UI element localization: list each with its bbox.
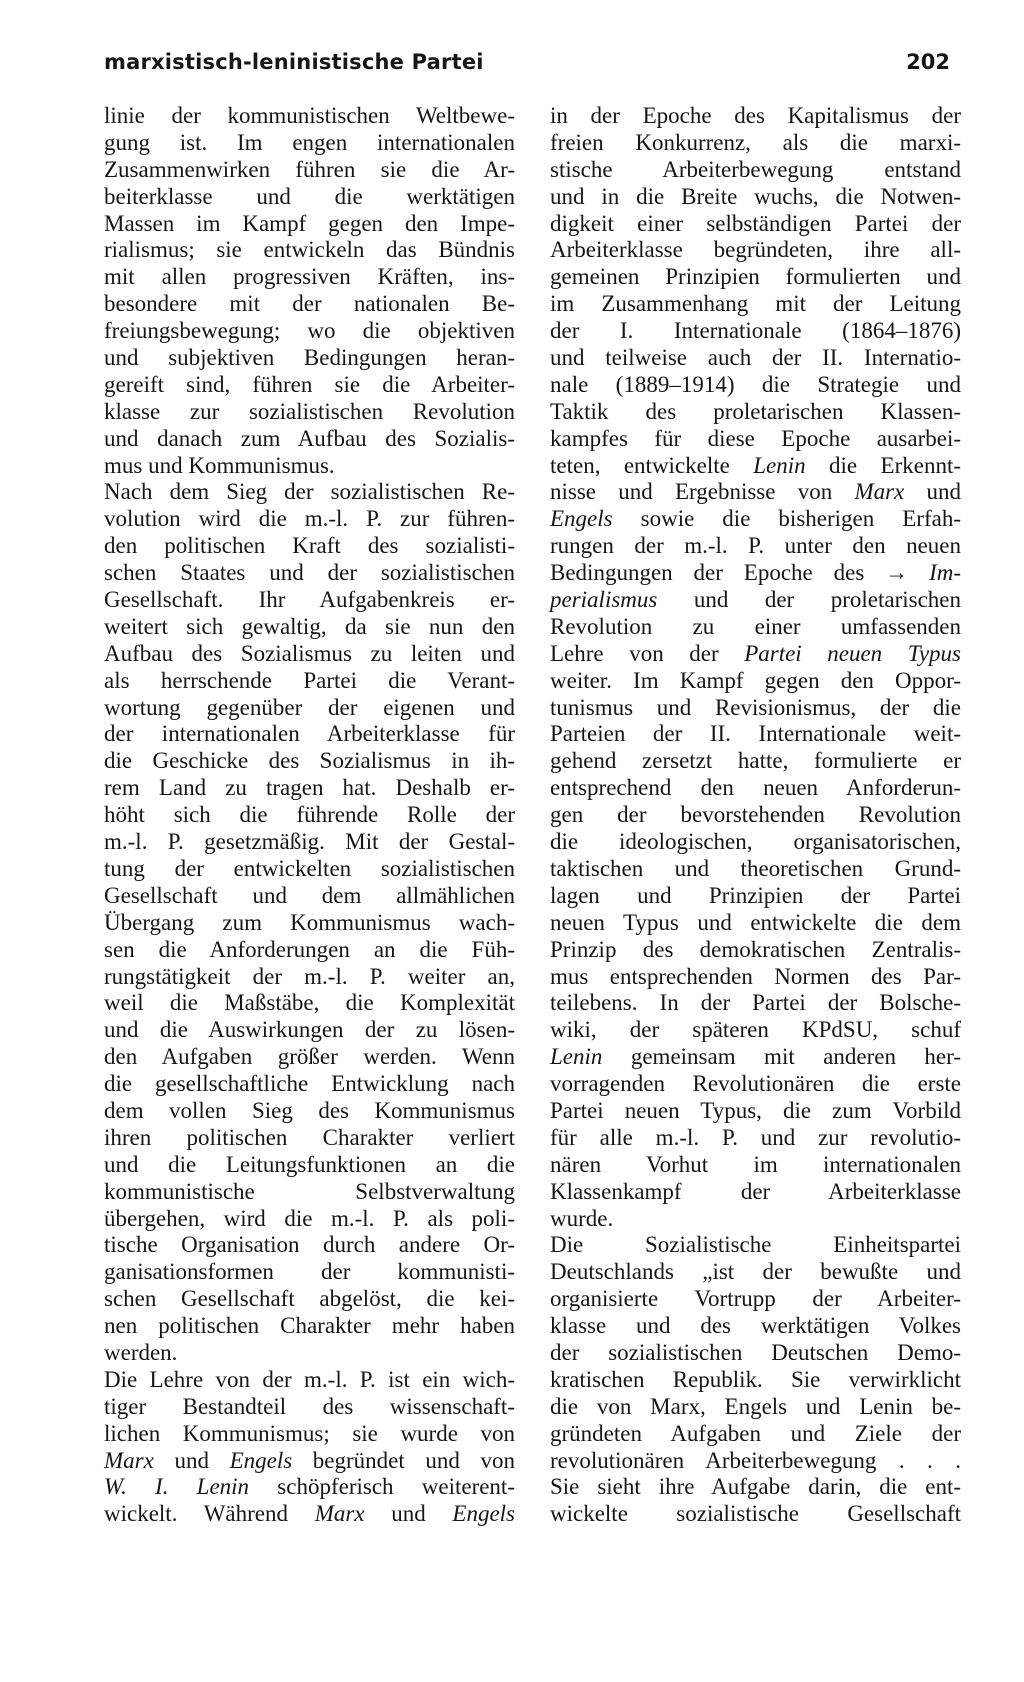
text-line: linie der kommunistischen Weltbewe-: [104, 103, 515, 128]
page-header: [104, 50, 950, 90]
text-line: gemeinen Prinzipien formulierten und: [550, 264, 961, 290]
text-line: schen Staates und der sozialistischen: [104, 560, 515, 586]
text-line: im Zusammenhang mit der Leitung: [550, 291, 961, 317]
text-line: teilebens. In der Partei der Bolsche-: [550, 990, 961, 1016]
text-line: gereift sind, führen sie die Arbeiter-: [104, 371, 515, 397]
text-line: und subjektiven Bedingungen heran-: [104, 345, 515, 371]
text-line: ganisationsformen der kommunisti-: [104, 1259, 515, 1285]
text-line: rungstätigkeit der m.-l. P. weiter an,: [104, 963, 515, 989]
text-line: der sozialistischen Deutschen Demo-: [550, 1339, 961, 1365]
text-line: als herrschende Partei die Verant-: [104, 667, 515, 693]
text-line: die gesellschaftliche Entwicklung nach: [104, 1071, 515, 1097]
text-line: kommunistische Selbstverwaltung: [104, 1178, 515, 1204]
text-line: wurde.: [550, 1205, 614, 1231]
text-line: kratischen Republik. Sie verwirklicht: [550, 1366, 961, 1392]
text-line: Gesellschaft. Ihr Aufgabenkreis er-: [104, 587, 515, 613]
text-line: Deutschlands „ist der bewußte und: [550, 1259, 961, 1285]
text-line: volution wird die m.-l. P. zur führen-: [104, 506, 515, 532]
text-line: vorragenden Revolutionären die erste: [550, 1071, 961, 1097]
text-line: sen die Anforderungen an die Füh-: [104, 936, 515, 962]
text-line: und teilweise auch der II. Internatio-: [550, 345, 961, 371]
text-line: gen der bevorstehenden Revolution: [550, 802, 961, 828]
text-line: m.-l. P. gesetzmäßig. Mit der Gestal-: [104, 829, 515, 855]
text-line: nisse und Ergebnisse von Marx und: [550, 479, 961, 505]
text-line: nale (1889–1914) die Strategie und: [550, 371, 961, 397]
text-line: neuen Typus und entwickelte die dem: [550, 909, 961, 935]
text-line: tung der entwickelten sozialistischen: [104, 855, 515, 881]
text-line: weil die Maßstäbe, die Komplexität: [104, 990, 515, 1016]
text-line: ihren politischen Charakter verliert: [104, 1124, 515, 1150]
text-line: Partei neuen Typus, die zum Vorbild: [550, 1097, 961, 1123]
text-line: dem vollen Sieg des Kommunismus: [104, 1097, 515, 1123]
text-line: rialismus; sie entwickeln das Bündnis: [104, 237, 515, 263]
text-line: der I. Internationale (1864–1876): [550, 318, 961, 344]
text-line: übergehen, wird die m.-l. P. als poli-: [104, 1205, 515, 1231]
text-line: Zusammenwirken führen sie die Ar-: [104, 156, 515, 182]
text-line: nären Vorhut im internationalen: [550, 1151, 961, 1177]
text-line: wortung gegenüber der eigenen und: [104, 694, 515, 720]
text-line: Parteien der II. Internationale weit-: [550, 721, 961, 747]
text-line: Revolution zu einer umfassenden: [550, 613, 961, 639]
page-number: 202: [906, 50, 950, 74]
text-line: und in die Breite wuchs, die Notwen-: [550, 183, 961, 209]
text-line: rem Land zu tragen hat. Deshalb er-: [104, 775, 515, 801]
text-line: Marx und Engels begründet und von: [104, 1447, 516, 1473]
text-line: tische Organisation durch andere Or-: [104, 1232, 515, 1258]
text-line: gründeten Aufgaben und Ziele der: [550, 1420, 961, 1446]
text-line: die von Marx, Engels und Lenin be-: [550, 1393, 961, 1419]
text-line: W. I. Lenin schöpferisch weiterent-: [104, 1474, 515, 1500]
text-line: taktischen und theoretischen Grund-: [550, 855, 961, 881]
text-line: lagen und Prinzipien der Partei: [550, 882, 961, 908]
text-line: freien Konkurrenz, als die marxi-: [550, 129, 961, 155]
text-line: mit allen progressiven Kräften, ins-: [104, 264, 515, 290]
text-line: besondere mit der nationalen Be-: [104, 291, 515, 317]
text-line: und danach zum Aufbau des Sozialis-: [104, 425, 515, 451]
text-line: mus entsprechenden Normen des Par-: [550, 963, 961, 989]
text-line: gung ist. Im engen internationalen: [104, 129, 515, 155]
text-line: den politischen Kraft des sozialisti-: [104, 533, 515, 559]
text-column-left: [104, 103, 515, 1528]
text-line: Lenin gemeinsam mit anderen her-: [550, 1044, 961, 1070]
text-line: gehend zersetzt hatte, formulierte er: [550, 748, 961, 774]
text-line: digkeit einer selbständigen Partei der: [550, 210, 961, 236]
text-line: Übergang zum Kommunismus wach-: [104, 909, 515, 935]
text-line: Prinzip des demokratischen Zentralis-: [550, 936, 961, 962]
text-line: Bedingungen der Epoche des → Im-: [550, 560, 961, 586]
text-line: weiter. Im Kampf gegen den Oppor-: [550, 667, 961, 693]
text-line: klasse zur sozialistischen Revolution: [104, 398, 515, 424]
text-line: klasse und des werktätigen Volkes: [550, 1313, 961, 1339]
text-line: in der Epoche des Kapitalismus der: [550, 103, 961, 128]
text-line: organisierte Vortrupp der Arbeiter-: [550, 1286, 961, 1312]
text-line: schen Gesellschaft abgelöst, die kei-: [104, 1286, 515, 1312]
text-line: rungen der m.-l. P. unter den neuen: [550, 533, 961, 559]
text-line: Sie sieht ihre Aufgabe darin, die ent-: [550, 1474, 961, 1500]
text-line: entsprechend den neuen Anforderun-: [550, 775, 961, 801]
text-line: kampfes für diese Epoche ausarbei-: [550, 425, 961, 451]
text-line: Die Lehre von der m.-l. P. ist ein wich-: [104, 1366, 515, 1392]
text-line: stische Arbeiterbewegung entstand: [550, 156, 961, 182]
text-line: Engels sowie die bisherigen Erfah-: [550, 506, 961, 532]
text-line: mus und Kommunismus.: [104, 452, 335, 478]
text-line: Massen im Kampf gegen den Impe-: [104, 210, 515, 236]
text-line: tiger Bestandteil des wissenschaft-: [104, 1393, 515, 1419]
text-line: Die Sozialistische Einheitspartei: [550, 1232, 961, 1258]
text-line: Nach dem Sieg der sozialistischen Re-: [104, 479, 515, 505]
text-line: die ideologischen, organisatorischen,: [550, 829, 961, 855]
text-line: wickelt. Während Marx und Engels: [104, 1501, 515, 1527]
text-line: wiki, der späteren KPdSU, schuf: [550, 1017, 961, 1043]
text-line: und die Leitungsfunktionen an die: [104, 1151, 515, 1177]
text-line: und die Auswirkungen der zu lösen-: [104, 1017, 515, 1043]
text-line: werden.: [104, 1339, 178, 1365]
text-line: Klassenkampf der Arbeiterklasse: [550, 1178, 961, 1204]
text-line: für alle m.-l. P. und zur revolutio-: [550, 1124, 961, 1150]
text-line: der internationalen Arbeiterklasse für: [104, 721, 515, 747]
text-line: Arbeiterklasse begründeten, ihre all-: [550, 237, 961, 263]
text-line: freiungsbewegung; wo die objektiven: [104, 318, 515, 344]
running-head: marxistisch-leninistische Partei: [104, 50, 484, 74]
text-line: nen politischen Charakter mehr haben: [104, 1313, 515, 1339]
text-column-right: [550, 103, 961, 1528]
text-line: Lehre von der Partei neuen Typus: [550, 640, 961, 666]
text-line: tunismus und Revisionismus, der die: [550, 694, 961, 720]
text-line: Taktik des proletarischen Klassen-: [550, 398, 961, 424]
text-line: weitert sich gewaltig, da sie nun den: [104, 613, 515, 639]
text-line: perialismus und der proletarischen: [550, 587, 961, 613]
text-line: wickelte sozialistische Gesellschaft: [550, 1501, 961, 1527]
text-line: den Aufgaben größer werden. Wenn: [104, 1044, 515, 1070]
text-line: höht sich die führende Rolle der: [104, 802, 515, 828]
text-line: die Geschicke des Sozialismus in ih-: [104, 748, 515, 774]
text-line: Gesellschaft und dem allmählichen: [104, 882, 515, 908]
text-line: beiterklasse und die werktätigen: [104, 183, 515, 209]
text-line: lichen Kommunismus; sie wurde von: [104, 1420, 515, 1446]
text-line: teten, entwickelte Lenin die Erkennt-: [550, 452, 961, 478]
text-line: revolutionären Arbeiterbewegung . . .: [550, 1447, 961, 1473]
text-line: Aufbau des Sozialismus zu leiten und: [104, 640, 515, 666]
